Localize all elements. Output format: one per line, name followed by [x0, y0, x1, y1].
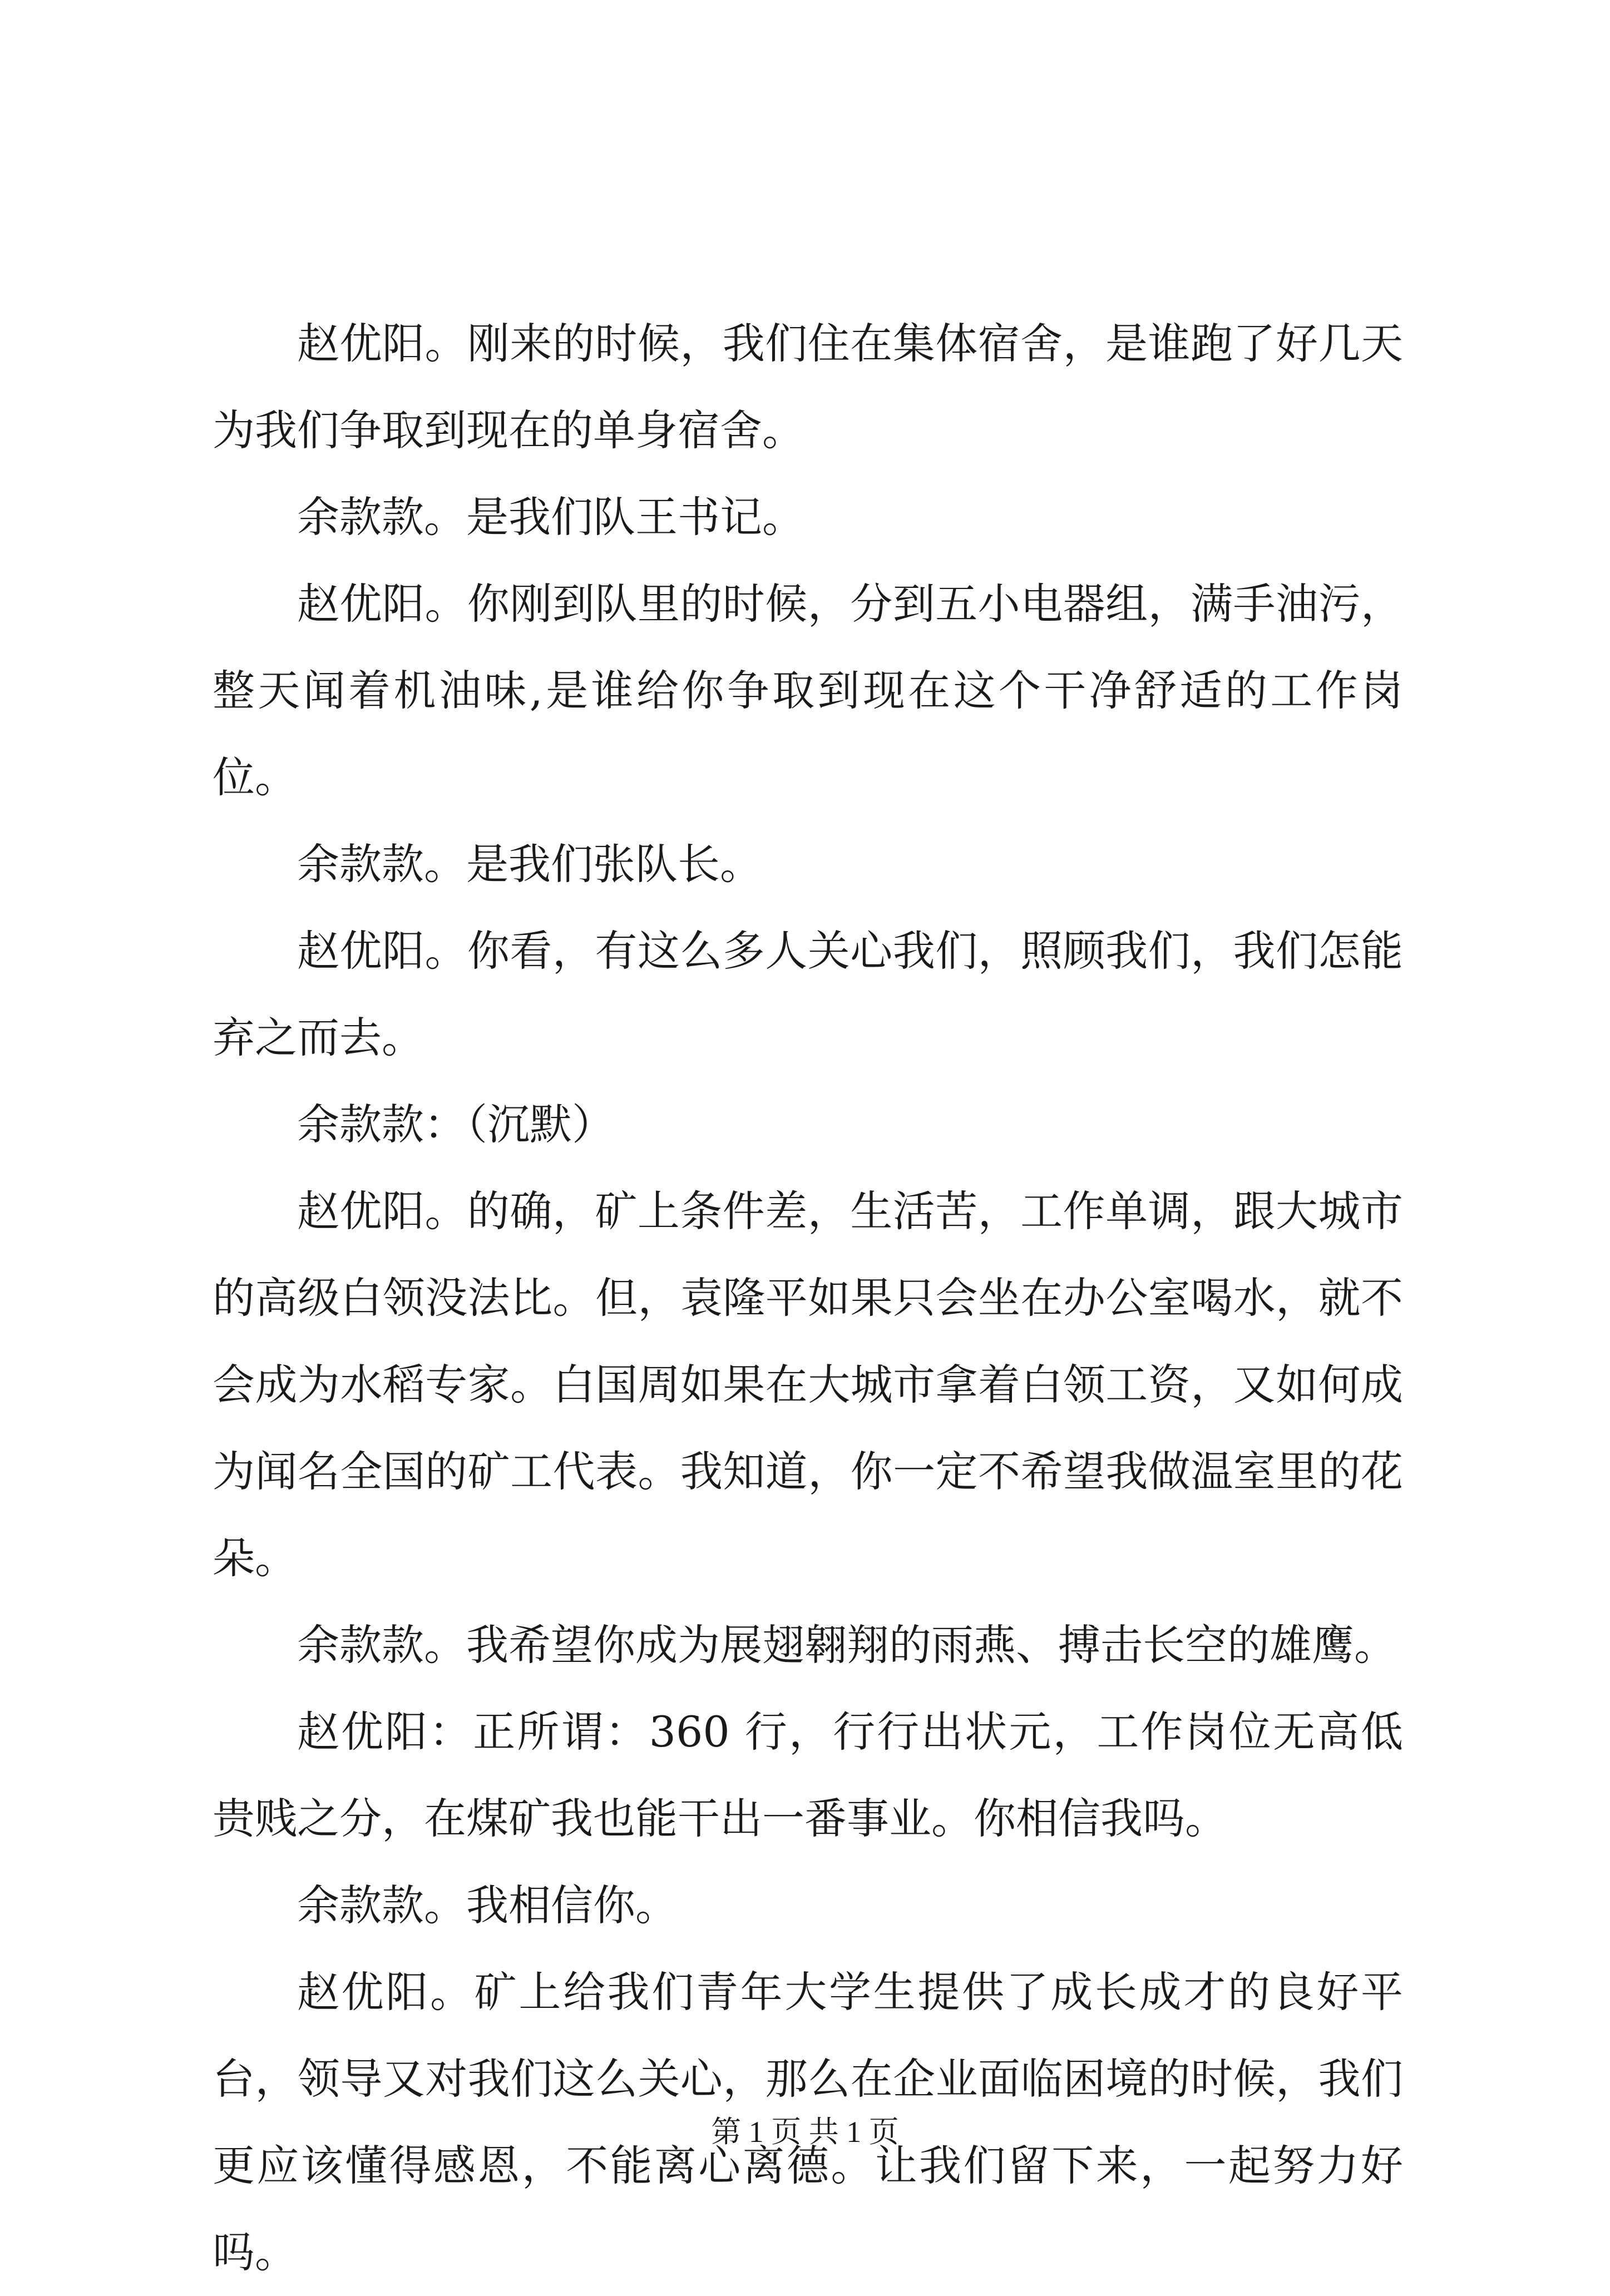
paragraph: 余款款。是我们张队长。: [297, 839, 762, 889]
paragraph: 余款款：（沉默）: [297, 1100, 614, 1149]
paragraph: 赵优阳。矿上给我们青年大学生提供了成长成才的良好平台，领导又对我们这么关心，那么在企业面临困境的时候，我们更应该懂得感恩，不能离心离德。让我们留下来，一起努力好吗。: [213, 1967, 1403, 2277]
paragraph: 余款款。我相信你。: [297, 1881, 678, 1930]
paragraph: 赵优阳。的确，矿上条件差，生活苦，工作单调，跟大城市的高级白领没法比。但，袁隆平如果只会坐在办公室喝水，就不会成为水稻专家。白国周如果在大城市拿着白领工资，又如何成为闻名全国的矿工代表。我知道，你一定不希望我做温室里的花朵。: [213, 1186, 1403, 1583]
paragraph: 余款款。我希望你成为展翅翱翔的雨燕、搏击长空的雄鹰。: [297, 1620, 1396, 1670]
paragraph: 赵优阳。你刚到队里的时候，分到五小电器组，满手油污，整天闻着机油味,是谁给你争取到现在这个干净舒适的工作岗位。: [213, 579, 1403, 802]
page-footer: 第 1 页 共 1 页: [711, 2115, 899, 2149]
paragraph: 赵优阳：正所谓：360 行，行行出状元，工作岗位无高低贵贱之分，在煤矿我也能干出一番事业。你相信我吗。: [213, 1707, 1403, 1843]
paragraph: 余款款。是我们队王书记。: [297, 492, 804, 542]
paragraph: 赵优阳。你看，有这么多人关心我们，照顾我们，我们怎能弃之而去。: [213, 926, 1403, 1062]
paragraph: 赵优阳。刚来的时候，我们住在集体宿舍，是谁跑了好几天为我们争取到现在的单身宿舍。: [213, 319, 1403, 455]
document-body: [213, 300, 1403, 2296]
